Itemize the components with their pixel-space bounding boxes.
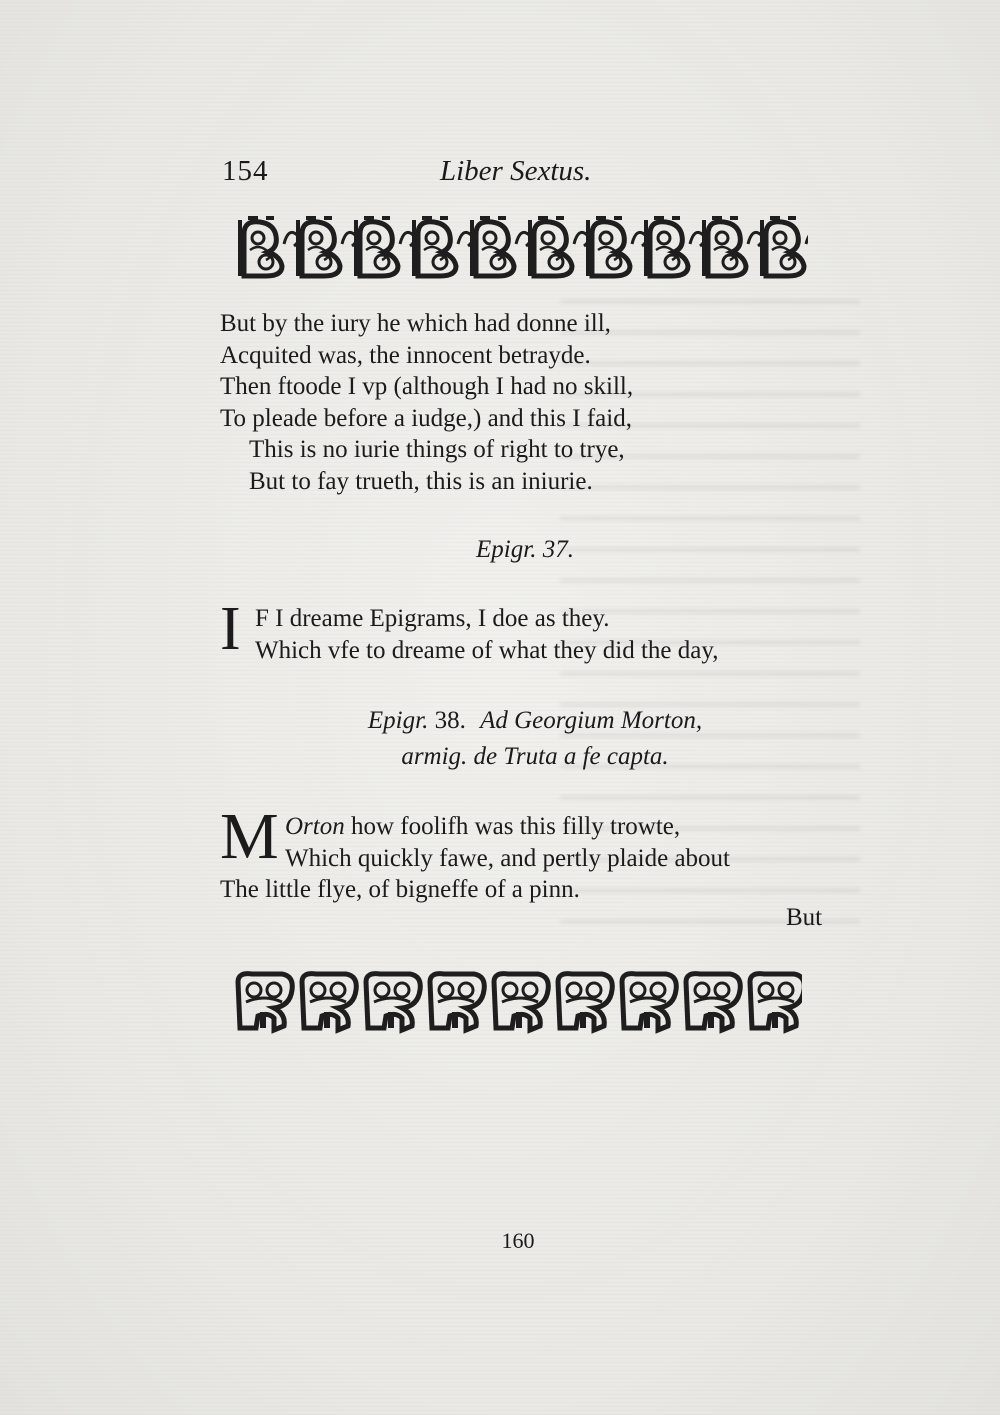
stanza-continuation — [220, 308, 633, 497]
bottom-ornament-band — [234, 968, 802, 1034]
verse-line: But to fay trueth, this is an iniurie. — [249, 467, 593, 495]
top-ornament-band — [236, 214, 808, 280]
verse-line: This is no iurie things of right to trye, — [249, 436, 625, 463]
first-word: Orton — [285, 813, 345, 840]
drop-cap-M: M — [220, 800, 279, 873]
verse-line: But by the iury he which had donne ill, — [220, 310, 611, 337]
epigram-37-lines — [255, 603, 719, 666]
verse-line: The little flye, of bigneffe of a pinn. — [220, 876, 580, 903]
verse-line: Which vfe to dreame of what they did the day, — [255, 636, 719, 664]
heading-epigr: Epigr. — [367, 707, 429, 734]
verse-line: F I dreame Epigrams, I doe as they. — [255, 605, 610, 632]
verse-line: Then ftoode I vp (although I had no skill, — [220, 373, 634, 400]
drop-cap-I: I — [220, 595, 241, 663]
running-head — [222, 155, 622, 195]
epigram-37 — [220, 595, 820, 673]
verse-line: To pleade before a iudge,) and this I faid, — [220, 404, 632, 432]
verse-line — [285, 811, 730, 843]
page-number-bottom: 160 — [501, 1228, 535, 1253]
page-number-top: 154 — [222, 155, 269, 187]
epigram-38-heading-line-2: armig. de Truta a fe capta. — [401, 743, 669, 770]
catchword: But — [786, 904, 823, 931]
epigram-37-heading: Epigr. 37. — [476, 536, 574, 563]
epigram-38-heading-line-1 — [300, 703, 770, 739]
epigram-38 — [220, 800, 830, 911]
verse-line: Which quickly fawe, and pertly plaide about — [285, 844, 730, 872]
heading-dedication: Ad Georgium Morton, — [480, 707, 703, 734]
verse-line: Acquited was, the innocent betrayde. — [220, 341, 591, 369]
running-title: Liber Sextus. — [440, 155, 592, 187]
epigram-38-lines — [285, 811, 730, 874]
line-rest: how foolifh was this filly trowte, — [344, 813, 681, 840]
heading-number: 38. — [434, 707, 466, 734]
epigram-38-heading — [300, 703, 770, 775]
